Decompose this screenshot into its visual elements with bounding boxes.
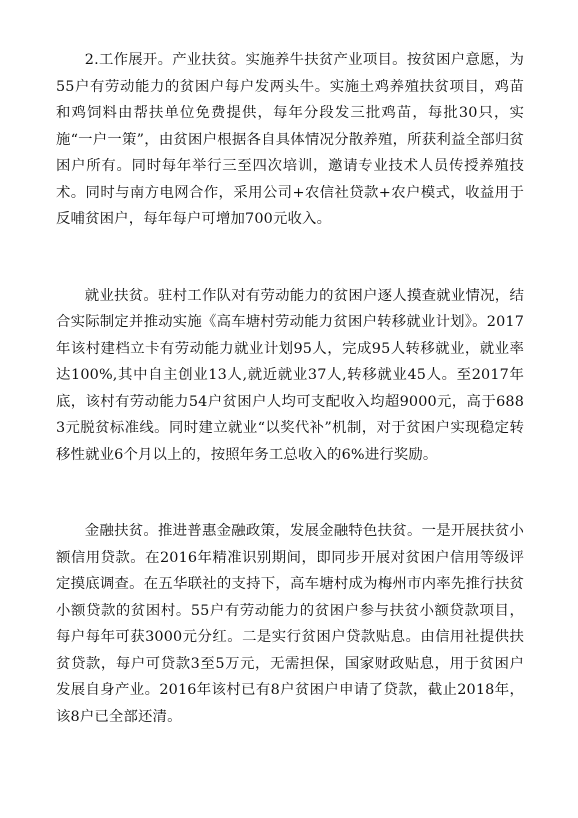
paragraph-employment-poverty-alleviation: 就业扶贫。驻村工作队对有劳动能力的贫困户逐人摸查就业情况，结合实际制定并推动实施《高车塘村劳动能力贫困户转移就业计划》。2017年该村建档立卡有劳动能力就业计划95人，完成95人转移就业，就业率达100%,其中自主创业13人,就近就业37人,转移就业45人。至2017年底，该村有劳动能力54户贫困户人均可支配收入均超9000元，高于6883元脱贫标准线。同时建立就业“以奖代补”机制，对于贫困户实现稳定转移性就业6个月以上的，按照年务工总收入的6%进行奖励。 bbox=[56, 287, 524, 463]
document-body bbox=[56, 47, 524, 730]
paragraph-financial-poverty-alleviation: 金融扶贫。推进普惠金融政策，发展金融特色扶贫。一是开展扶贫小额信用贷款。在2016年精准识别期间，即同步开展对贫困户信用等级评定摸底调查。在五华联社的支持下，高车塘村成为梅州市内率先推行扶贫小额贷款的贫困村。55户有劳动能力的贫困户参与扶贫小额贷款项目，每户每年可获3000元分红。二是实行贫困户贷款贴息。由信用社提供扶贫贷款，每户可贷款3至5万元，无需担保，国家财政贴息，用于贫困户发展自身产业。2016年该村已有8户贫困户申请了贷款，截止2018年，该8户已全部还清。 bbox=[56, 523, 524, 725]
paragraph-industry-poverty-alleviation: 2.工作展开。产业扶贫。实施养牛扶贫产业项目。按贫困户意愿，为55户有劳动能力的贫困户每户发两头牛。实施土鸡养殖扶贫项目，鸡苗和鸡饲料由帮扶单位免费提供，每年分段发三批鸡苗，每批30只，实施“一户一策”，由贫困户根据各自具体情况分散养殖，所获利益全部归贫困户所有。同时每年举行三至四次培训，邀请专业技术人员传授养殖技术。同时与南方电网合作，采用公司+农信社贷款+农户模式，收益用于反哺贫困户，每年每户可增加700元收入。 bbox=[56, 52, 524, 227]
